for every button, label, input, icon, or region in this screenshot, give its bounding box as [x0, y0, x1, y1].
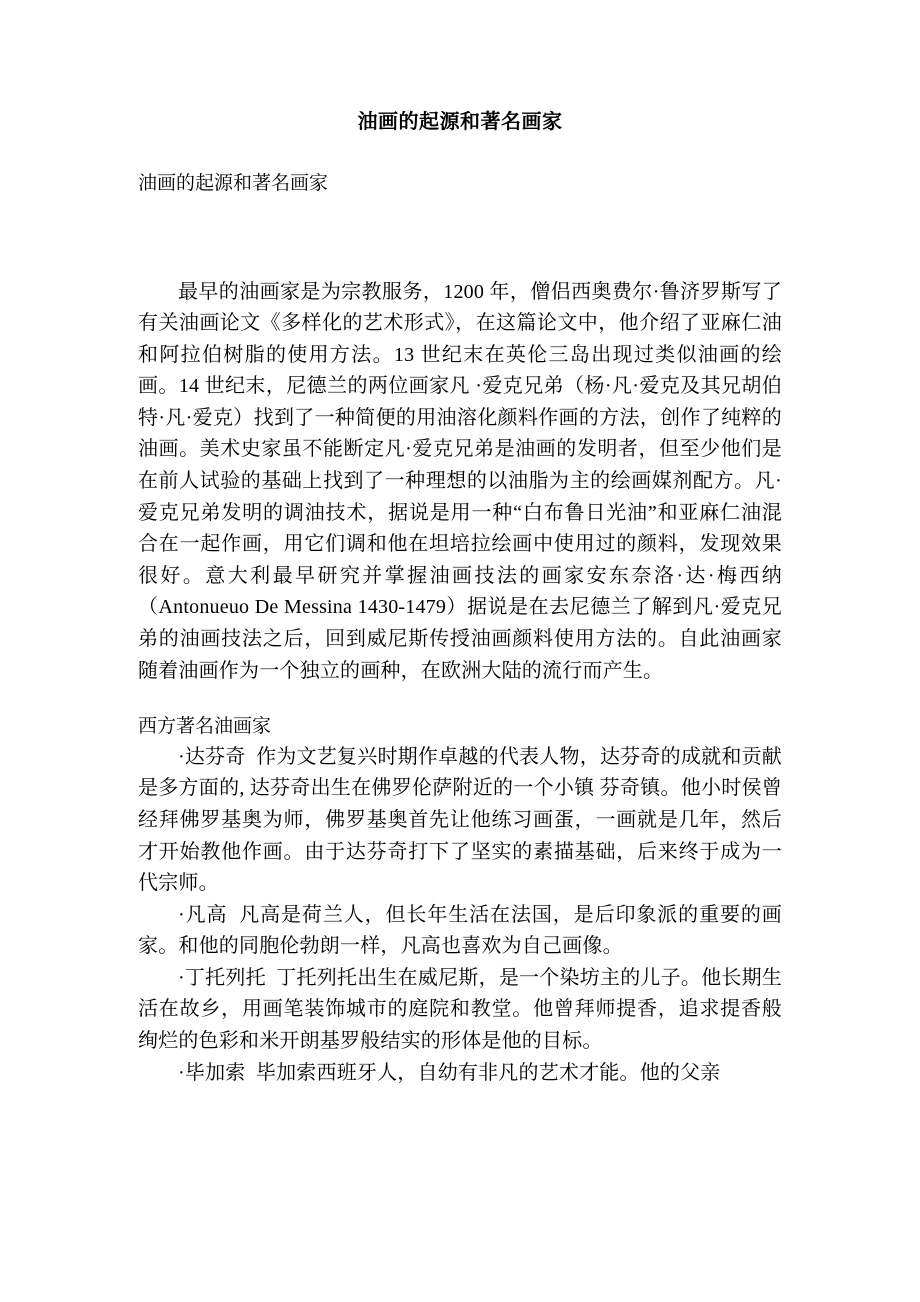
bullet-icon: ·	[178, 903, 185, 926]
list-item	[138, 900, 782, 963]
painter-name: 丁托列托	[184, 966, 266, 989]
painter-text: 丁托列托出生在威尼斯，是一个染坊主的儿子。他长期生活在故乡，用画笔装饰城市的庭院和教堂。他曾拜师提香，追求提香般绚烂的色彩和米开朗基罗般结实的形体是他的目标。	[138, 966, 782, 1053]
list-item	[138, 1058, 782, 1090]
list-item	[138, 742, 782, 900]
origin-paragraph: 最早的油画家是为宗教服务，1200 年，僧侣西奥费尔·鲁济罗斯写了有关油画论文《多样化的艺术形式》，在这篇论文中，他介绍了亚麻仁油和阿拉伯树脂的使用方法。13 世纪末在英伦三岛出现过类似油画的绘画。14 世纪末，尼德兰的两位画家凡 ·爱克兄弟（杨·凡·爱克及其兄胡伯特·凡·爱克）找到了一种简便的用油溶化颜料作画的方法，创作了纯粹的油画。美术史家虽不能断定凡·爱克兄弟是油画的发明者，但至少他们是在前人试验的基础上找到了一种理想的以油脂为主的绘画媒剂配方。凡·爱克兄弟发明的调油技术，据说是用一种“白布鲁日光油”和亚麻仁油混合在一起作画，用它们调和他在坦培拉绘画中使用过的颜料，发现效果很好。意大利最早研究并掌握油画技法的画家安东奈洛·达·梅西纳（Antonueuo De Messina 1430-1479）据说是在去尼德兰了解到凡·爱克兄弟的油画技法之后，回到威尼斯传授油画颜料使用方法的。自此油画家随着油画作为一个独立的画种，在欧洲大陆的流行而产生。	[138, 280, 782, 682]
document-subtitle: 油画的起源和著名画家	[138, 173, 329, 194]
painter-text: 毕加索西班牙人，自幼有非凡的艺术才能。他的父亲	[255, 1061, 721, 1084]
bullet-icon: ·	[178, 966, 185, 989]
painter-list	[138, 742, 782, 1090]
painter-name: 毕加索	[184, 1061, 246, 1084]
list-item	[138, 963, 782, 1058]
section-heading-western-painters: 西方著名油画家	[138, 716, 272, 738]
painter-text: 作为文艺复兴时期作卓越的代表人物，达芬奇的成就和贡献是多方面的, 达芬奇出生在佛罗伦萨附近的一个小镇 芬奇镇。他小时侯曾经拜佛罗基奥为师，佛罗基奥首先让他练习画蛋，一画就是几年，然后才开始教他作画。由于达芬奇打下了坚实的素描基础，后来终于成为一代宗师。	[138, 745, 782, 895]
spacer	[138, 221, 782, 277]
painter-name: 凡高	[184, 903, 228, 926]
page-title: 油画的起源和著名画家	[357, 111, 563, 133]
painter-text: 凡高是荷兰人，但长年生活在法国，是后印象派的重要的画家。和他的同胞伦勃朗一样，凡高也喜欢为自己画像。	[138, 903, 782, 958]
bullet-icon: ·	[178, 1061, 185, 1084]
painter-name: 达芬奇	[184, 745, 246, 768]
bullet-icon: ·	[178, 745, 185, 768]
